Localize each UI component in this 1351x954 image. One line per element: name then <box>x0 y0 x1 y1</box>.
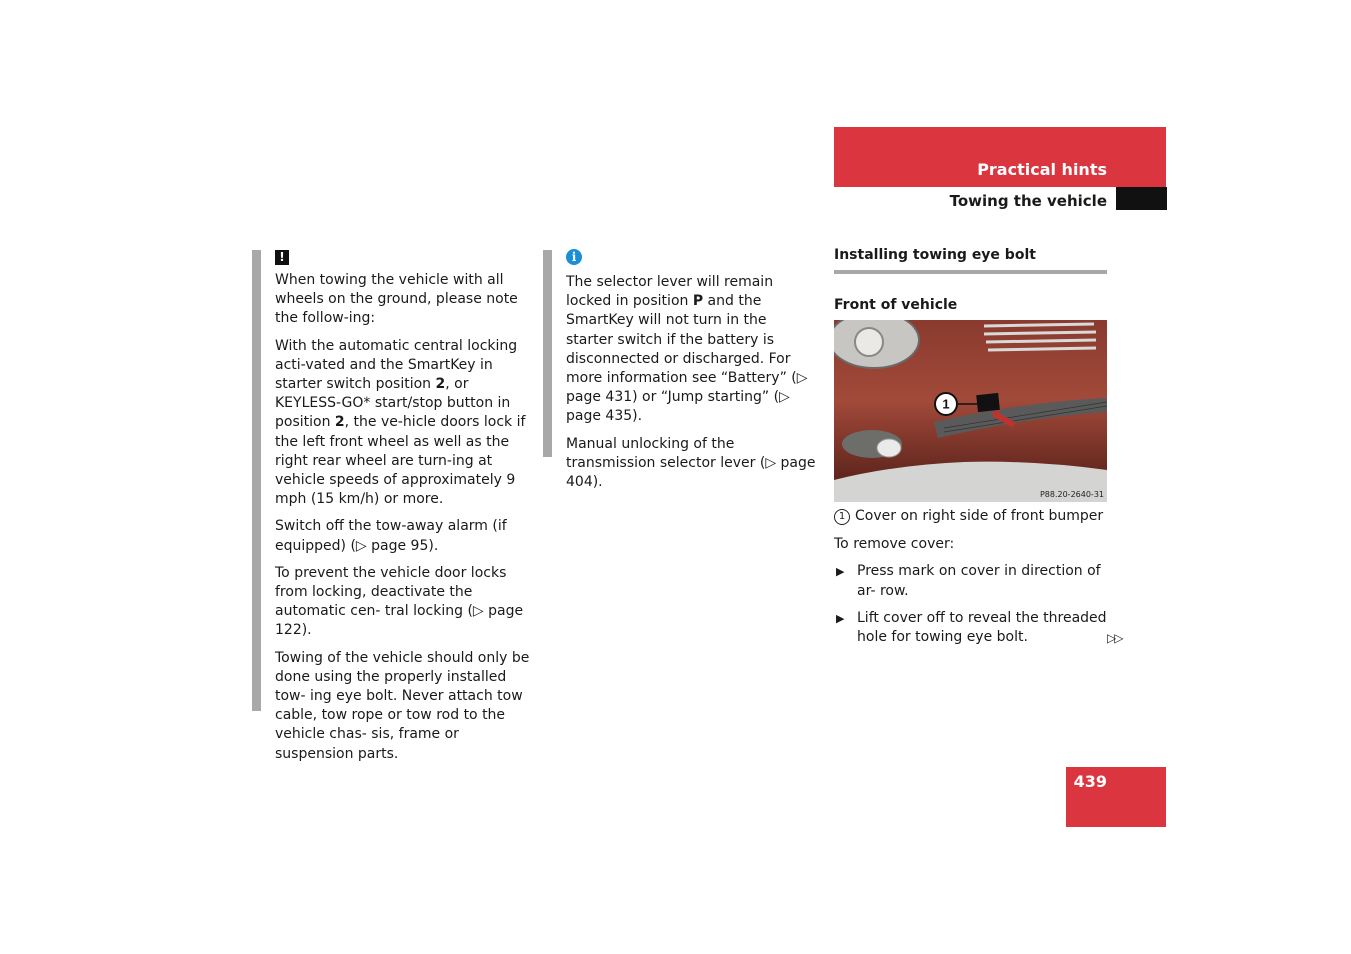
step-1-text: Press mark on cover in direction of ar- row. <box>857 563 1101 599</box>
figure-caption-block <box>834 507 1114 655</box>
bumper-figure <box>834 320 1107 502</box>
subsection-title: Towing the vehicle <box>949 192 1107 210</box>
info-note <box>566 248 816 500</box>
figure-code: P88.20-2640-31 <box>1039 490 1104 499</box>
caption-text: Cover on right side of front bumper <box>855 508 1104 524</box>
warning-paragraph-2: With the automatic central locking acti-vated and the SmartKey in starter switch position 2, or KEYLESS-GO* start/stop button in position 2, the ve-hicle doors lock if the left front wheel as well as the right rear wheel are turn-ing at vehicle speeds of approximately 9 mph (15 km/h) or more. <box>275 337 526 508</box>
info-icon: i <box>566 249 582 265</box>
remove-intro: To remove cover: <box>834 536 955 553</box>
warning-paragraph-5: Towing of the vehicle should only be done using the properly installed tow- ing eye bolt. Never attach tow cable, tow rope or tow rod to the vehicle chas- sis, frame or suspension parts. <box>275 649 530 762</box>
step-1 <box>834 562 1114 600</box>
heading-rule <box>834 270 1107 274</box>
figure-caption <box>834 507 1114 526</box>
step-2-text: Lift cover off to reveal the threaded hole for towing eye bolt. <box>857 609 1107 646</box>
header-marker <box>1116 187 1167 210</box>
section-title: Practical hints <box>977 160 1107 179</box>
subheading: Front of vehicle <box>834 297 958 314</box>
bullet-arrow-icon: ▶ <box>836 611 845 625</box>
caption-number: 1 <box>834 509 850 525</box>
step-2 <box>834 609 1114 647</box>
warning-paragraph-3: Switch off the tow-away alarm (if equipped) (▷ page 95). <box>275 518 507 554</box>
page-number: 439 <box>1073 772 1107 791</box>
info-paragraph-1: The selector lever will remain locked in position P and the SmartKey will not turn in the starter switch if the battery is disconnected or discharged. For more information see “Battery” (▷ page 431) or “Jump starting” (▷ page 435). <box>566 274 808 425</box>
info-note-bar <box>543 250 552 457</box>
warning-note-bar <box>252 250 261 711</box>
right-column <box>834 246 1107 315</box>
section-heading: Installing towing eye bolt <box>834 247 1036 263</box>
figure-callout-number: 1 <box>942 396 950 412</box>
bumper-illustration-icon <box>834 320 1107 502</box>
info-paragraph-2: Manual unlocking of the transmission selector lever (▷ page 404). <box>566 435 816 491</box>
warning-paragraph-1: When towing the vehicle with all wheels on the ground, please note the follow-ing: <box>275 272 518 327</box>
warning-note <box>275 248 530 772</box>
bullet-arrow-icon: ▶ <box>836 565 845 579</box>
warning-icon: ! <box>275 250 289 265</box>
warning-paragraph-4: To prevent the vehicle door locks from locking, deactivate the automatic cen- tral locking (▷ page 122). <box>275 564 524 639</box>
continued-mark: ▷▷ <box>1107 631 1122 645</box>
